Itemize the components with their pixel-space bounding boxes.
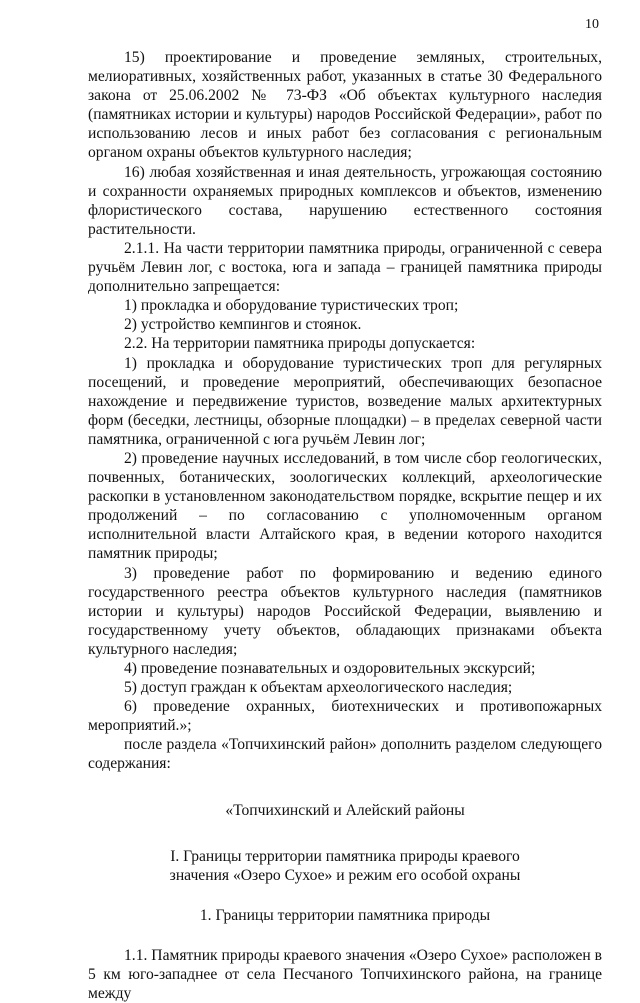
paragraph-2-1-1: 2.1.1. На части территории памятника природы, ограниченной с севера ручьём Левин лог, с востока, юга и запада – границей памятника природы дополнительно запрещается: [88, 239, 602, 296]
paragraph-item-16: 16) любая хозяйственная и иная деятельность, угрожающая состоянию и сохранности охраняемых природных комплексов и объектов, изменению флористического состава, нарушению естественного состояния растительности. [88, 163, 602, 238]
heading-subsection-1: 1. Границы территории памятника природы [199, 906, 491, 924]
paragraph-prohibition-2: 2) устройство кемпингов и стоянок. [124, 316, 362, 334]
paragraph-allowed-4: 4) проведение познавательных и оздоровительных экскурсий; [124, 660, 536, 677]
paragraph-allowed-3: 3) проведение работ по формированию и ведению единого государственного реестра объектов культурного наследия (памятников истории и культуры) народов Российской Федерации, выявлению и государственному учету объектов, обладающих признаками объекта культурного наследия; [88, 564, 602, 658]
paragraph-allowed-6: 6) проведение охранных, биотехнических и противопожарных мероприятий.»; [88, 698, 602, 735]
heading-districts: «Топчихинский и Алейский районы [225, 801, 465, 819]
page-number: 10 [585, 17, 599, 32]
paragraph-allowed-1: 1) прокладка и оборудование туристических троп для регулярных посещений, и проведение мероприятий, обеспечивающих безопасное нахождение и передвижение туристов, возведение малых архитектурных форм (беседки, лестницы, обзорные площадки) – в пределах северной части памятника, ограниченной с юга ручьём Левин лог; [88, 354, 602, 448]
paragraph-allowed-5: 5) доступ граждан к объектам археологического наследия; [124, 679, 513, 697]
heading-section-line-1: I. Границы территории памятника природы краевого [170, 847, 520, 865]
paragraph-allowed-2: 2) проведение научных исследований, в том числе сбор геологических, почвенных, ботанических, зоологических коллекций, археологические раскопки в установленном законодательством порядке, вскрытие пещер и их продолжений – по согласованию с уполномоченным органом исполнительной власти Алтайского края, в ведении которого находится памятник природы; [88, 449, 602, 563]
paragraph-prohibition-1: 1) прокладка и оборудование туристических троп; [124, 297, 459, 315]
document-body [88, 48, 602, 1003]
paragraph-1-1: 1.1. Памятник природы краевого значения «Озеро Сухое» расположен в 5 км юго-западнее от села Песчаного Топчихинского района, на границе между [88, 946, 602, 1003]
paragraph-2-2: 2.2. На территории памятника природы допускается: [124, 335, 476, 353]
paragraph-insert-section: после раздела «Топчихинский район» дополнить разделом следующего содержания: [88, 736, 602, 773]
paragraph-item-15: 15) проектирование и проведение земляных, строительных, мелиоративных, хозяйственных работ, указанных в статье 30 Федерального закона от 25.06.2002 № 73-ФЗ «Об объектах культурного наследия (памятниках истории и культуры) народов Российской Федерации», работ по использованию лесов и иных работ без согласования с региональным органом охраны объектов культурного наследия; [88, 49, 602, 162]
heading-section-line-2: значения «Озеро Сухое» и режим его особой охраны [169, 866, 521, 884]
heading-section-i [88, 847, 602, 885]
